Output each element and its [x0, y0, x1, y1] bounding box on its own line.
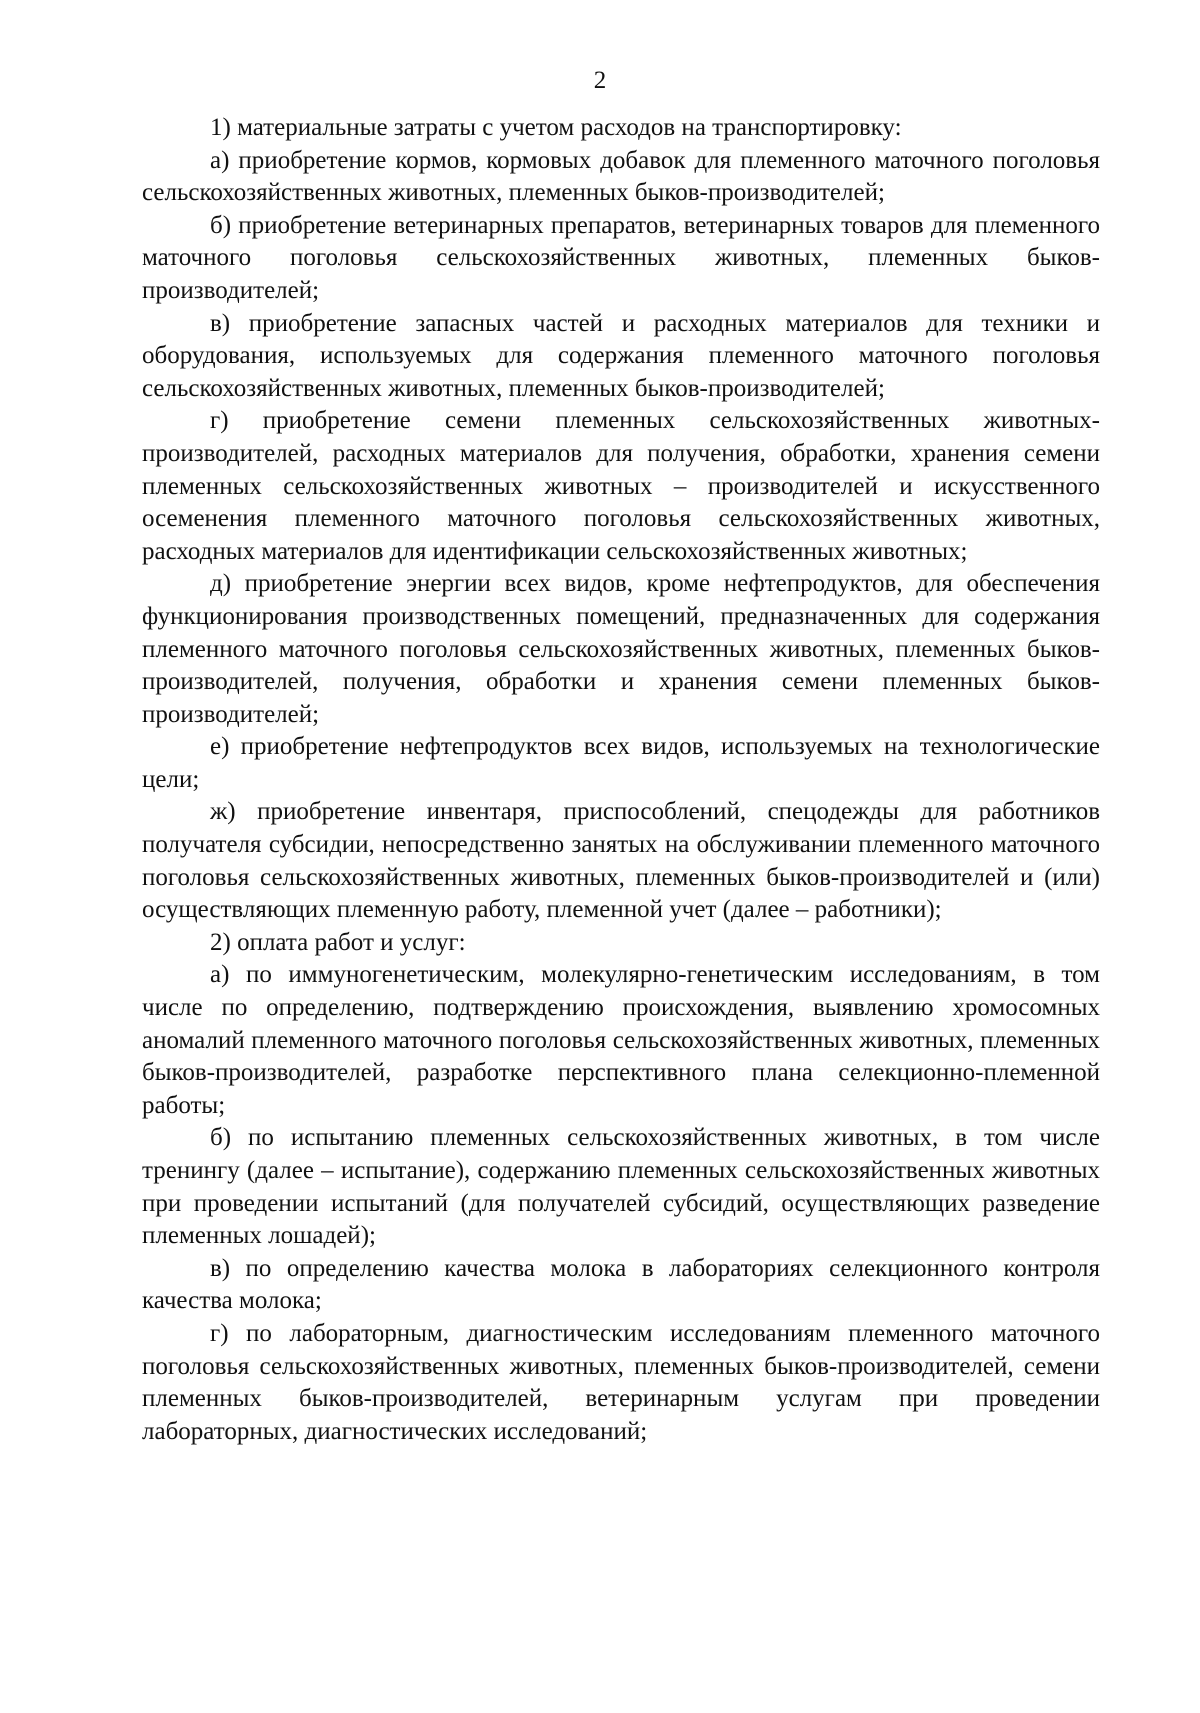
paragraph-1b-veterinary: б) приобретение ветеринарных препаратов, ветеринарных товаров для племенного маточного поголовья сельскохозяйственных животных, племенных быков-производителей;	[142, 211, 1100, 304]
paragraph-1-material-costs: 1) материальные затраты с учетом расходов на транспортировку:	[210, 114, 902, 141]
paragraph-1f-petroleum: е) приобретение нефтепродуктов всех видов, используемых на технологические цели;	[142, 733, 1100, 793]
paragraph-1c-spare-parts: в) приобретение запасных частей и расходных материалов для техники и оборудования, используемых для содержания племенного маточного поголовья сельскохозяйственных животных, племенных быков-производителей;	[142, 309, 1100, 402]
paragraph-2a-genetic-research: а) по иммуногенетическим, молекулярно-генетическим исследованиям, в том числе по определению, подтверждению происхождения, выявлению хромосомных аномалий племенного маточного поголовья сельскохозяйственных животных, племенных быков-производителей, разработке перспективного плана селекционно-племенной работы;	[142, 961, 1100, 1119]
paragraph-1g-inventory: ж) приобретение инвентаря, приспособлений, спецодежды для работников получателя субсидии, непосредственно занятых на обслуживании племенного маточного поголовья сельскохозяйственных животных, племенных быков-производителей и (или) осуществляющих племенную работу, племенной учет (далее – работники);	[142, 798, 1100, 924]
paragraph-2b-testing: б) по испытанию племенных сельскохозяйственных животных, в том числе тренингу (далее – испытание), содержанию племенных сельскохозяйственных животных при проведении испытаний (для получателей субсидий, осуществляющих разведение племенных лошадей);	[142, 1124, 1100, 1250]
paragraph-2c-milk-quality: в) по определению качества молока в лабораториях селекционного контроля качества молока;	[142, 1254, 1100, 1315]
paragraph-1e-energy: д) приобретение энергии всех видов, кроме нефтепродуктов, для обеспечения функционирования производственных помещений, предназначенных для содержания племенного маточного поголовья сельскохозяйственных животных, племенных быков-производителей, получения, обработки и хранения семени племенных быков-производителей;	[142, 570, 1100, 728]
paragraph-2d-lab-diagnostics: г) по лабораторным, диагностическим исследованиям племенного маточного поголовья сельскохозяйственных животных, племенных быков-производителей, семени племенных быков-производителей, ветеринарным услугам при проведении лабораторных, диагностических исследований;	[142, 1319, 1100, 1445]
paragraph-1d-semen: г) приобретение семени племенных сельскохозяйственных животных-производителей, расходных материалов для получения, обработки, хранения семени племенных сельскохозяйственных животных – производителей и искусственного осеменения племенного маточного поголовья сельскохозяйственных животных, расходных материалов для идентификации сельскохозяйственных животных;	[142, 407, 1100, 565]
page-number: 2	[593, 67, 607, 94]
paragraph-1a-feed: а) приобретение кормов, кормовых добавок для племенного маточного поголовья сельскохозяйственных животных, племенных быков-производителей;	[142, 146, 1100, 207]
document-body	[142, 112, 1100, 1448]
paragraph-2-works-services: 2) оплата работ и услуг:	[210, 928, 466, 956]
